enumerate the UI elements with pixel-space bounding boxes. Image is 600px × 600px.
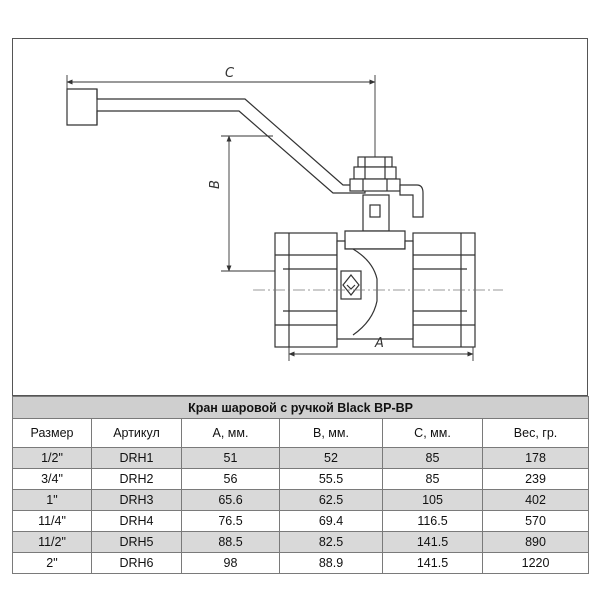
- cell-article: DRH3: [92, 490, 182, 511]
- cell-article: DRH5: [92, 532, 182, 553]
- cell-weight: 1220: [483, 553, 589, 574]
- cell-size: 11/4": [13, 511, 92, 532]
- cell-b: 62.5: [280, 490, 383, 511]
- cell-b: 55.5: [280, 469, 383, 490]
- cell-article: DRH2: [92, 469, 182, 490]
- cell-c: 105: [383, 490, 483, 511]
- cell-b: 69.4: [280, 511, 383, 532]
- cell-a: 98: [182, 553, 280, 574]
- cell-b: 52: [280, 448, 383, 469]
- cell-a: 65.6: [182, 490, 280, 511]
- dimension-b: [221, 136, 275, 271]
- valve-stem: [345, 195, 405, 249]
- cell-c: 141.5: [383, 553, 483, 574]
- cell-weight: 890: [483, 532, 589, 553]
- cell-article: DRH6: [92, 553, 182, 574]
- valve-handle: [67, 89, 365, 193]
- cell-weight: 570: [483, 511, 589, 532]
- col-header-c: C, мм.: [383, 419, 483, 448]
- cell-size: 11/2": [13, 532, 92, 553]
- cell-size: 3/4": [13, 469, 92, 490]
- table-row: [13, 511, 589, 532]
- cell-a: 56: [182, 469, 280, 490]
- dimension-b-label: B: [208, 180, 223, 189]
- col-header-weight: Вес, гр.: [483, 419, 589, 448]
- table-row: [13, 532, 589, 553]
- cell-weight: 402: [483, 490, 589, 511]
- cell-a: 76.5: [182, 511, 280, 532]
- cell-size: 1/2": [13, 448, 92, 469]
- cell-a: 88.5: [182, 532, 280, 553]
- cell-c: 116.5: [383, 511, 483, 532]
- dimension-a-label: A: [375, 336, 384, 351]
- valve-spec-table: [12, 396, 589, 574]
- handle-clamp: [400, 185, 423, 217]
- table-row: [13, 553, 589, 574]
- cell-b: 82.5: [280, 532, 383, 553]
- cell-article: DRH4: [92, 511, 182, 532]
- col-header-size: Размер: [13, 419, 92, 448]
- stem-nut: [350, 157, 400, 191]
- table-row: [13, 448, 589, 469]
- cell-b: 88.9: [280, 553, 383, 574]
- cell-c: 141.5: [383, 532, 483, 553]
- table-row: [13, 490, 589, 511]
- cell-article: DRH1: [92, 448, 182, 469]
- cell-c: 85: [383, 448, 483, 469]
- valve-technical-drawing: [12, 38, 588, 396]
- cell-weight: 178: [483, 448, 589, 469]
- col-header-article: Артикул: [92, 419, 182, 448]
- dimension-c: [67, 75, 375, 157]
- cell-size: 1": [13, 490, 92, 511]
- cell-weight: 239: [483, 469, 589, 490]
- cell-size: 2": [13, 553, 92, 574]
- dimension-c-label: C: [225, 66, 235, 81]
- cell-c: 85: [383, 469, 483, 490]
- cell-a: 51: [182, 448, 280, 469]
- table-title: Кран шаровой с ручкой Black ВР-ВР: [13, 397, 589, 419]
- col-header-a: A, мм.: [182, 419, 280, 448]
- col-header-b: B, мм.: [280, 419, 383, 448]
- table-row: [13, 469, 589, 490]
